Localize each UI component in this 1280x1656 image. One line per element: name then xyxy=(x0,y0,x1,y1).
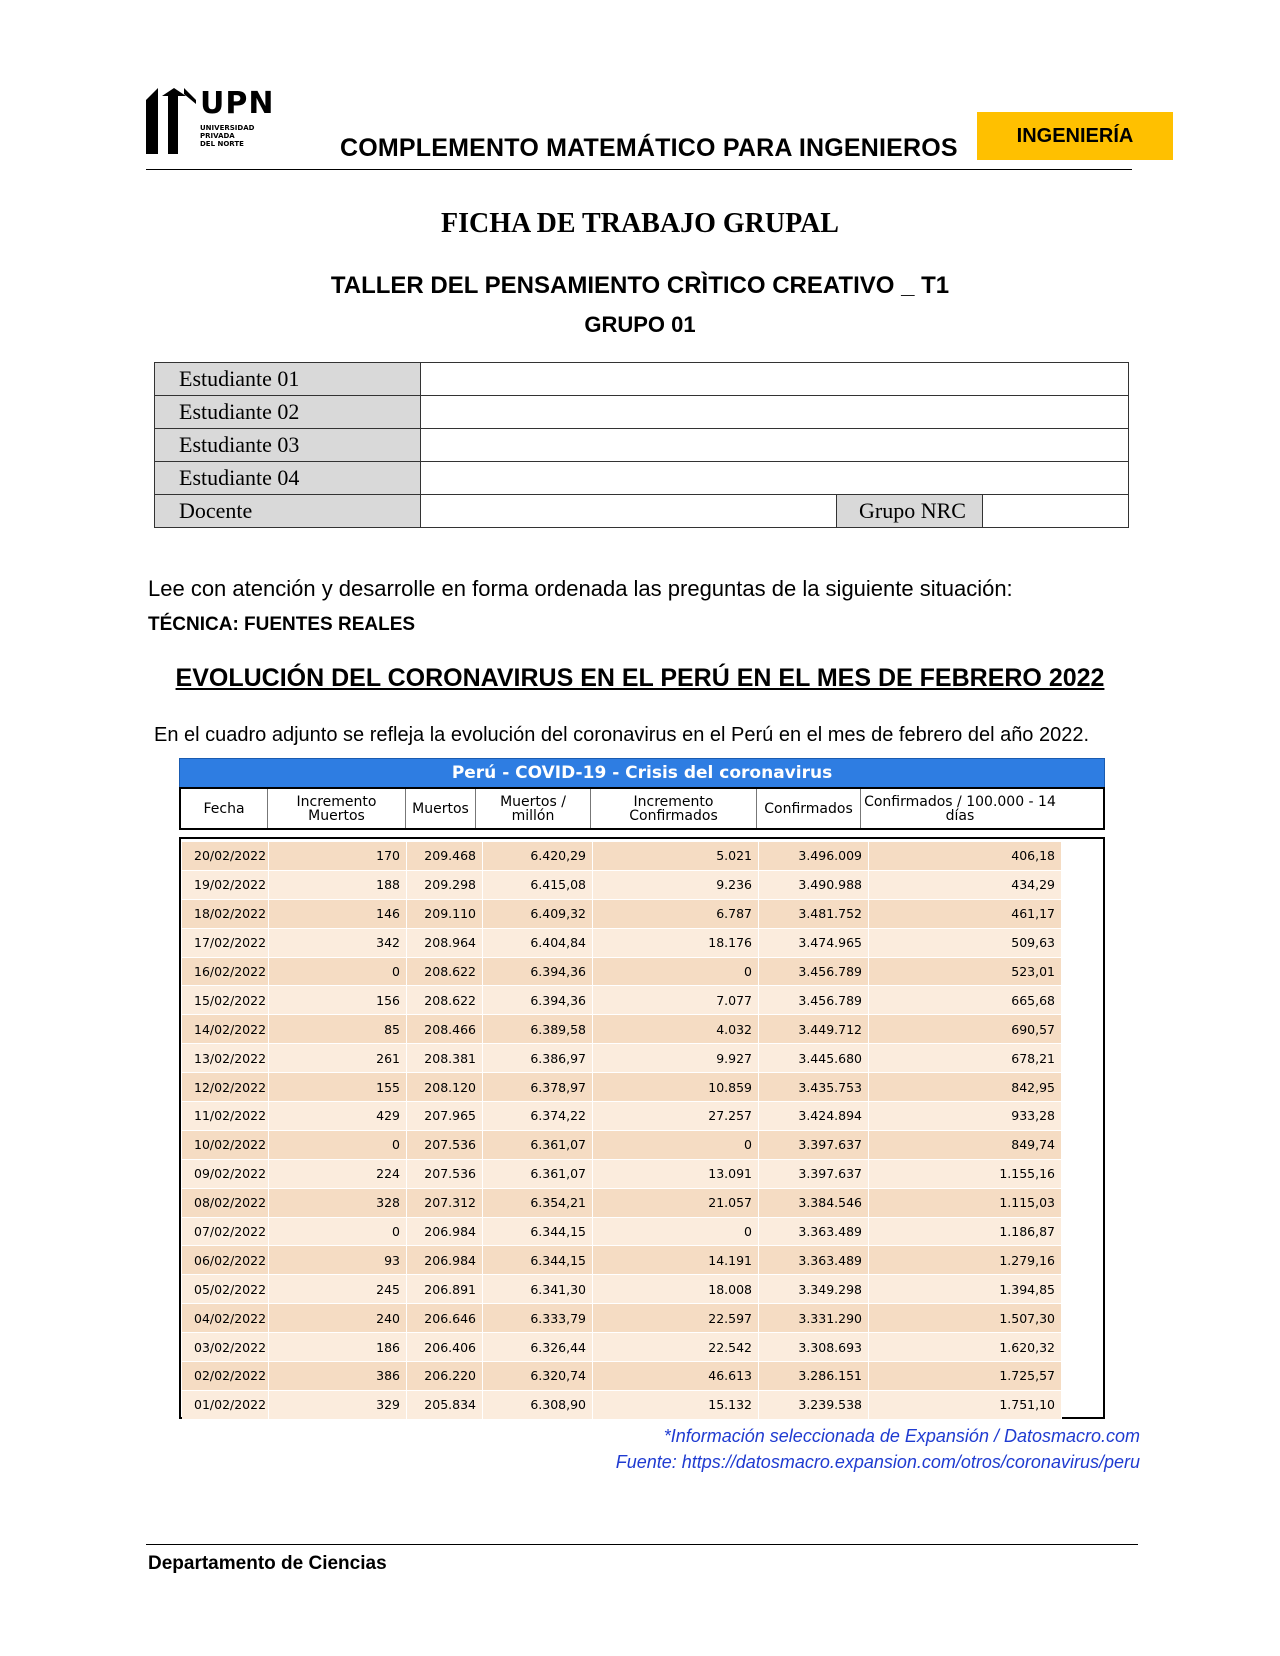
table-cell: 5.021 xyxy=(593,842,759,871)
table-row xyxy=(182,1131,1102,1160)
table-cell: 14/02/2022 xyxy=(182,1015,269,1044)
table-cell: 1.725,57 xyxy=(869,1362,1062,1391)
table-cell: 02/02/2022 xyxy=(182,1362,269,1391)
table-cell: 3.456.789 xyxy=(759,986,869,1015)
table-cell: 09/02/2022 xyxy=(182,1160,269,1189)
student-name-field[interactable] xyxy=(421,363,1129,396)
student-row xyxy=(155,429,1129,462)
table-cell: 208.381 xyxy=(407,1044,483,1073)
table-row xyxy=(182,958,1102,987)
table-cell: 207.965 xyxy=(407,1102,483,1131)
student-row xyxy=(155,396,1129,429)
table-cell: 6.386,97 xyxy=(483,1044,593,1073)
student-name-field[interactable] xyxy=(421,429,1129,462)
table-cell: 6.415,08 xyxy=(483,871,593,900)
table-cell: 07/02/2022 xyxy=(182,1218,269,1247)
student-label: Estudiante 03 xyxy=(155,429,421,462)
footer-text: Departamento de Ciencias xyxy=(148,1553,387,1574)
table-cell: 0 xyxy=(269,1131,407,1160)
table-cell: 17/02/2022 xyxy=(182,929,269,958)
table-cell: 13.091 xyxy=(593,1160,759,1189)
table-cell: 6.409,32 xyxy=(483,900,593,929)
table-cell: 22.597 xyxy=(593,1304,759,1333)
table-cell: 156 xyxy=(269,986,407,1015)
table-cell: 849,74 xyxy=(869,1131,1062,1160)
docente-row xyxy=(155,495,1129,528)
table-cell: 1.279,16 xyxy=(869,1246,1062,1275)
table-cell: 1.155,16 xyxy=(869,1160,1062,1189)
table-cell: 665,68 xyxy=(869,986,1062,1015)
footer-divider xyxy=(146,1544,1138,1545)
table-row xyxy=(182,1015,1102,1044)
table-cell: 18/02/2022 xyxy=(182,900,269,929)
table-cell: 3.349.298 xyxy=(759,1275,869,1304)
table-cell: 434,29 xyxy=(869,871,1062,900)
table-cell: 328 xyxy=(269,1189,407,1218)
table-cell: 13/02/2022 xyxy=(182,1044,269,1073)
table-cell: 27.257 xyxy=(593,1102,759,1131)
document-title: FICHA DE TRABAJO GRUPAL xyxy=(440,208,839,239)
course-title: COMPLEMENTO MATEMÁTICO PARA INGENIEROS xyxy=(340,134,958,162)
section-heading: EVOLUCIÓN DEL CORONAVIRUS EN EL PERÚ EN EL MES DE FEBRERO 2022 xyxy=(175,664,1105,692)
grupo-nrc-field[interactable] xyxy=(983,495,1129,528)
table-cell: 18.008 xyxy=(593,1275,759,1304)
table-row xyxy=(182,1362,1102,1391)
table-cell: 205.834 xyxy=(407,1391,483,1420)
table-cell: 206.984 xyxy=(407,1246,483,1275)
table-cell: 224 xyxy=(269,1160,407,1189)
table-cell: 429 xyxy=(269,1102,407,1131)
student-name-field[interactable] xyxy=(421,396,1129,429)
grupo-nrc-label: Grupo NRC xyxy=(837,495,983,528)
table-cell: 209.468 xyxy=(407,842,483,871)
table-cell: 461,17 xyxy=(869,900,1062,929)
table-row xyxy=(182,1044,1102,1073)
table-cell: 01/02/2022 xyxy=(182,1391,269,1420)
table-cell: 85 xyxy=(269,1015,407,1044)
table-cell: 1.507,30 xyxy=(869,1304,1062,1333)
group-title: GRUPO 01 xyxy=(584,312,696,337)
table-cell: 6.326,44 xyxy=(483,1333,593,1362)
table-cell: 6.354,21 xyxy=(483,1189,593,1218)
table-cell: 3.490.988 xyxy=(759,871,869,900)
table-row xyxy=(182,1275,1102,1304)
table-cell: 0 xyxy=(593,1218,759,1247)
table-row xyxy=(182,842,1102,871)
table-cell: 3.331.290 xyxy=(759,1304,869,1333)
table-row xyxy=(182,1160,1102,1189)
source-url[interactable]: Fuente: https://datosmacro.expansion.com/otros/coronavirus/peru xyxy=(615,1452,1140,1472)
student-row xyxy=(155,462,1129,495)
table-cell: 14.191 xyxy=(593,1246,759,1275)
workshop-title: TALLER DEL PENSAMIENTO CRÌTICO CREATIVO _ T1 xyxy=(330,272,950,299)
table-row xyxy=(182,1102,1102,1131)
table-cell: 3.286.151 xyxy=(759,1362,869,1391)
table-cell: 6.420,29 xyxy=(483,842,593,871)
table-cell: 240 xyxy=(269,1304,407,1333)
student-label: Estudiante 04 xyxy=(155,462,421,495)
table-cell: 0 xyxy=(269,958,407,987)
logo-sub-line: UNIVERSIDAD xyxy=(200,124,255,132)
upn-logo xyxy=(146,86,275,156)
column-header: Muertos xyxy=(406,789,476,828)
table-cell: 19/02/2022 xyxy=(182,871,269,900)
faculty-badge: INGENIERÍA xyxy=(977,112,1173,160)
table-cell: 15/02/2022 xyxy=(182,986,269,1015)
table-cell: 690,57 xyxy=(869,1015,1062,1044)
table-cell: 6.394,36 xyxy=(483,958,593,987)
table-cell: 206.406 xyxy=(407,1333,483,1362)
table-cell: 18.176 xyxy=(593,929,759,958)
table-cell: 3.435.753 xyxy=(759,1073,869,1102)
table-cell: 406,18 xyxy=(869,842,1062,871)
table-row xyxy=(182,900,1102,929)
column-header: Muertos / millón xyxy=(476,789,591,828)
table-cell: 3.474.965 xyxy=(759,929,869,958)
table-cell: 05/02/2022 xyxy=(182,1275,269,1304)
table-cell: 11/02/2022 xyxy=(182,1102,269,1131)
table-cell: 3.239.538 xyxy=(759,1391,869,1420)
table-cell: 6.389,58 xyxy=(483,1015,593,1044)
table-cell: 20/02/2022 xyxy=(182,842,269,871)
student-label: Estudiante 02 xyxy=(155,396,421,429)
table-cell: 6.344,15 xyxy=(483,1246,593,1275)
table-cell: 208.120 xyxy=(407,1073,483,1102)
table-cell: 146 xyxy=(269,900,407,929)
table-cell: 3.397.637 xyxy=(759,1160,869,1189)
table-cell: 10.859 xyxy=(593,1073,759,1102)
table-cell: 21.057 xyxy=(593,1189,759,1218)
upn-torch-icon xyxy=(146,88,196,154)
table-cell: 93 xyxy=(269,1246,407,1275)
table-cell: 7.077 xyxy=(593,986,759,1015)
table-cell: 678,21 xyxy=(869,1044,1062,1073)
table-cell: 22.542 xyxy=(593,1333,759,1362)
table-cell: 08/02/2022 xyxy=(182,1189,269,1218)
table-cell: 208.964 xyxy=(407,929,483,958)
table-cell: 155 xyxy=(269,1073,407,1102)
table-cell: 509,63 xyxy=(869,929,1062,958)
docente-label: Docente xyxy=(155,495,421,528)
instructions-text: Lee con atención y desarrolle en forma ordenada las preguntas de la siguiente situación: xyxy=(148,576,1013,601)
table-cell: 170 xyxy=(269,842,407,871)
table-cell: 6.361,07 xyxy=(483,1131,593,1160)
table-cell: 0 xyxy=(593,1131,759,1160)
student-row xyxy=(155,363,1129,396)
table-cell: 1.620,32 xyxy=(869,1333,1062,1362)
table-row xyxy=(182,929,1102,958)
covid-table-body xyxy=(179,837,1105,1419)
table-cell: 12/02/2022 xyxy=(182,1073,269,1102)
table-cell: 186 xyxy=(269,1333,407,1362)
logo-text: UPN xyxy=(200,86,275,121)
table-cell: 16/02/2022 xyxy=(182,958,269,987)
table-cell: 207.312 xyxy=(407,1189,483,1218)
table-cell: 188 xyxy=(269,871,407,900)
docente-field[interactable] xyxy=(421,495,837,528)
table-cell: 386 xyxy=(269,1362,407,1391)
table-cell: 9.927 xyxy=(593,1044,759,1073)
table-cell: 04/02/2022 xyxy=(182,1304,269,1333)
table-cell: 1.186,87 xyxy=(869,1218,1062,1247)
table-cell: 3.384.546 xyxy=(759,1189,869,1218)
student-name-field[interactable] xyxy=(421,462,1129,495)
table-cell: 3.363.489 xyxy=(759,1218,869,1247)
table-cell: 1.394,85 xyxy=(869,1275,1062,1304)
table-cell: 523,01 xyxy=(869,958,1062,987)
table-row xyxy=(182,1073,1102,1102)
table-cell: 207.536 xyxy=(407,1160,483,1189)
table-cell: 3.363.489 xyxy=(759,1246,869,1275)
table-cell: 3.445.680 xyxy=(759,1044,869,1073)
table-cell: 6.394,36 xyxy=(483,986,593,1015)
table-cell: 208.622 xyxy=(407,958,483,987)
table-row xyxy=(182,871,1102,900)
column-header: Incremento Muertos xyxy=(268,789,406,828)
source-note: *Información seleccionada de Expansión / Datosmacro.com xyxy=(663,1426,1140,1446)
table-cell: 3.308.693 xyxy=(759,1333,869,1362)
table-cell: 6.361,07 xyxy=(483,1160,593,1189)
table-row xyxy=(182,1189,1102,1218)
table-cell: 6.404,84 xyxy=(483,929,593,958)
table-cell: 329 xyxy=(269,1391,407,1420)
table-cell: 1.751,10 xyxy=(869,1391,1062,1420)
student-label: Estudiante 01 xyxy=(155,363,421,396)
table-cell: 206.984 xyxy=(407,1218,483,1247)
table-cell: 206.646 xyxy=(407,1304,483,1333)
table-cell: 15.132 xyxy=(593,1391,759,1420)
table-cell: 207.536 xyxy=(407,1131,483,1160)
table-cell: 3.481.752 xyxy=(759,900,869,929)
table-cell: 6.344,15 xyxy=(483,1218,593,1247)
table-row xyxy=(182,1304,1102,1333)
table-cell: 1.115,03 xyxy=(869,1189,1062,1218)
table-cell: 3.496.009 xyxy=(759,842,869,871)
table-cell: 0 xyxy=(593,958,759,987)
table-cell: 6.787 xyxy=(593,900,759,929)
table-cell: 209.298 xyxy=(407,871,483,900)
table-row xyxy=(182,1246,1102,1275)
column-header: Incremento Confirmados xyxy=(591,789,757,828)
table-cell: 4.032 xyxy=(593,1015,759,1044)
table-cell: 03/02/2022 xyxy=(182,1333,269,1362)
table-row xyxy=(182,1333,1102,1362)
table-cell: 6.378,97 xyxy=(483,1073,593,1102)
table-cell: 3.397.637 xyxy=(759,1131,869,1160)
column-header: Confirmados / 100.000 - 14 días xyxy=(864,793,1056,824)
table-cell: 46.613 xyxy=(593,1362,759,1391)
table-cell: 208.466 xyxy=(407,1015,483,1044)
column-header: Fecha xyxy=(181,789,268,828)
table-row xyxy=(182,1218,1102,1247)
table-cell: 342 xyxy=(269,929,407,958)
table-cell: 209.110 xyxy=(407,900,483,929)
table-cell: 9.236 xyxy=(593,871,759,900)
table-cell: 10/02/2022 xyxy=(182,1131,269,1160)
table-cell: 6.374,22 xyxy=(483,1102,593,1131)
table-cell: 6.333,79 xyxy=(483,1304,593,1333)
covid-table-title: Perú - COVID-19 - Crisis del coronavirus xyxy=(179,758,1105,788)
students-form-table xyxy=(154,362,1129,528)
intro-text: En el cuadro adjunto se refleja la evolución del coronavirus en el Perú en el mes de febrero del año 2022. xyxy=(154,724,1090,746)
table-cell: 0 xyxy=(269,1218,407,1247)
table-cell: 6.320,74 xyxy=(483,1362,593,1391)
table-cell: 06/02/2022 xyxy=(182,1246,269,1275)
table-cell: 3.449.712 xyxy=(759,1015,869,1044)
table-cell: 3.456.789 xyxy=(759,958,869,987)
table-cell: 208.622 xyxy=(407,986,483,1015)
column-header: Confirmados xyxy=(757,789,861,828)
table-row xyxy=(182,1391,1102,1420)
table-cell: 6.308,90 xyxy=(483,1391,593,1420)
logo-sub-line: PRIVADA xyxy=(200,132,235,140)
table-cell: 206.220 xyxy=(407,1362,483,1391)
technique-label: TÉCNICA: FUENTES REALES xyxy=(148,614,416,635)
table-cell: 245 xyxy=(269,1275,407,1304)
covid-table-header xyxy=(179,787,1105,830)
table-cell: 842,95 xyxy=(869,1073,1062,1102)
table-cell: 261 xyxy=(269,1044,407,1073)
table-cell: 933,28 xyxy=(869,1102,1062,1131)
table-cell: 3.424.894 xyxy=(759,1102,869,1131)
table-cell: 6.341,30 xyxy=(483,1275,593,1304)
table-row xyxy=(182,986,1102,1015)
header-divider xyxy=(146,169,1132,170)
table-cell: 206.891 xyxy=(407,1275,483,1304)
logo-sub-line: DEL NORTE xyxy=(200,140,244,148)
